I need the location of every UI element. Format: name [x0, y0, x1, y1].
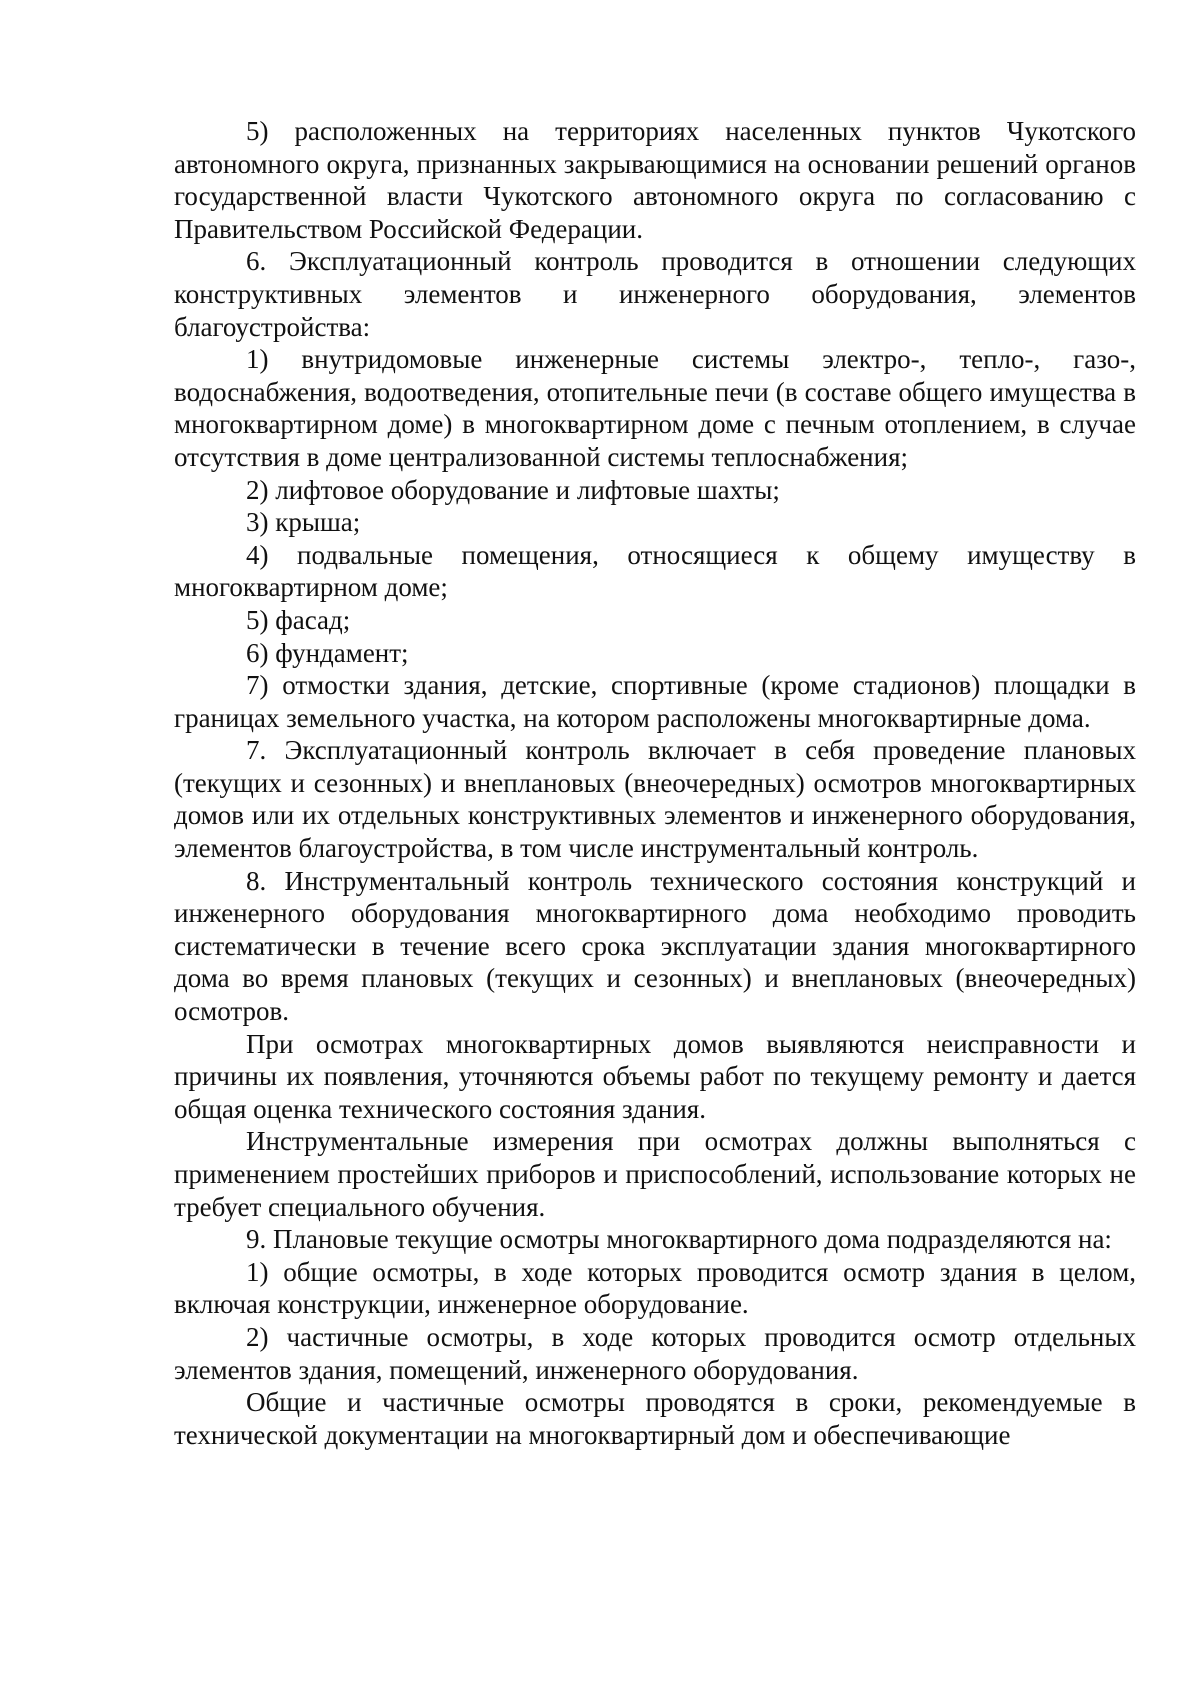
paragraph: 5) расположенных на территориях населенных пунктов Чукотского автономного округа, признанных закрывающимися на основании решений органов государственной власти Чукотского автономного округа по согласованию с Правительством Российской Федерации. [174, 116, 1136, 244]
paragraph: 1) внутридомовые инженерные системы электро-, тепло-, газо-, водоснабжения, водоотведения, отопительные печи (в составе общего имущества в многоквартирном доме) в многоквартирном доме с печным отоплением, в случае отсутствия в доме централизованной системы теплоснабжения; [174, 344, 1136, 472]
paragraph: 3) крыша; [246, 507, 361, 538]
paragraph: 7. Эксплуатационный контроль включает в себя проведение плановых (текущих и сезонных) и внеплановых (внеочередных) осмотров многоквартирных домов или их отдельных конструктивных элементов и инженерного оборудования, элементов благоустройства, в том числе инструментальный контроль. [174, 735, 1136, 864]
paragraph: 9. Плановые текущие осмотры многоквартирного дома подразделяются на: [246, 1224, 1112, 1255]
paragraph: 2) частичные осмотры, в ходе которых проводится осмотр отдельных элементов здания, помещений, инженерного оборудования. [174, 1321, 1136, 1385]
paragraph: 5) фасад; [246, 604, 351, 635]
paragraph: 6. Эксплуатационный контроль проводится в отношении следующих конструктивных элементов и инженерного оборудования, элементов благоустройства: [174, 246, 1136, 342]
paragraph: 4) подвальные помещения, относящиеся к общему имуществу в многоквартирном доме; [174, 539, 1136, 603]
paragraph: Инструментальные измерения при осмотрах должны выполняться с применением простейших приборов и приспособлений, использование которых не требует специального обучения. [174, 1126, 1136, 1222]
paragraph: Общие и частичные осмотры проводятся в сроки, рекомендуемые в технической документации на многоквартирный дом и обеспечивающие [174, 1387, 1136, 1450]
paragraph: 1) общие осмотры, в ходе которых проводится осмотр здания в целом, включая конструкции, инженерное оборудование. [174, 1256, 1136, 1320]
paragraph: 8. Инструментальный контроль технического состояния конструкций и инженерного оборудования многоквартирного дома необходимо проводить систематически в течение всего срока эксплуатации здания многоквартирного дома во время плановых (текущих и сезонных) и внеплановых (внеочередных) осмотров. [174, 865, 1136, 1027]
paragraph: При осмотрах многоквартирных домов выявляются неисправности и причины их появления, уточняются объемы работ по текущему ремонту и дается общая оценка технического состояния здания. [174, 1028, 1136, 1124]
paragraph: 6) фундамент; [246, 637, 409, 668]
paragraph: 7) отмостки здания, детские, спортивные (кроме стадионов) площадки в границах земельного участка, на котором расположены многоквартирные дома. [174, 670, 1136, 733]
document-body [174, 115, 1136, 1451]
paragraph: 2) лифтовое оборудование и лифтовые шахты; [246, 474, 780, 505]
